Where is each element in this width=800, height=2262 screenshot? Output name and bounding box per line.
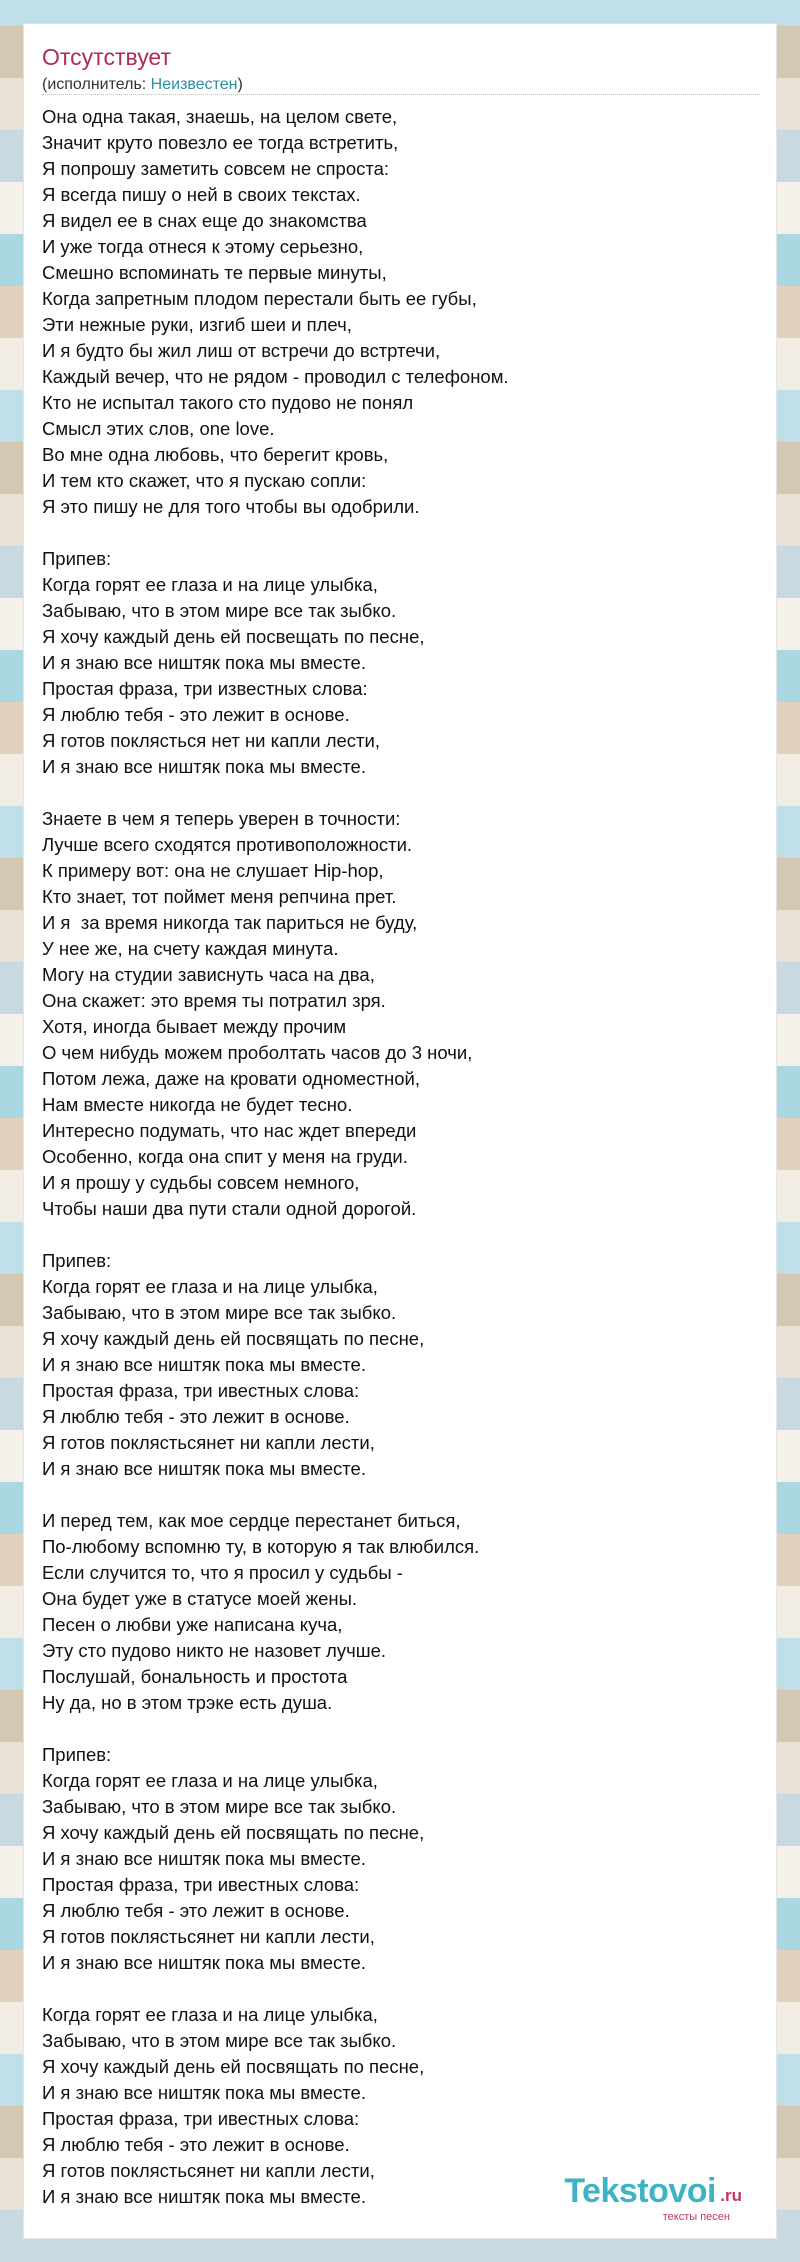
lyrics-line: И перед тем, как мое сердце перестанет биться, [42, 1510, 461, 1531]
lyrics-line: Во мне одна любовь, что берегит кровь, [42, 444, 389, 465]
lyrics-line: Я готов поклястьсянет ни капли лести, [42, 1926, 375, 1947]
lyrics-line: Простая фраза, три ивестных слова: [42, 1380, 360, 1401]
lyrics-line: Ну да, но в этом трэке есть душа. [42, 1692, 333, 1713]
lyrics-line: Чтобы наши два пути стали одной дорогой. [42, 1198, 417, 1219]
artist-line [42, 76, 243, 94]
lyrics-line: По-любому вспомню ту, в которую я так влюбился. [42, 1536, 480, 1557]
lyrics-line: Припев: [42, 1744, 112, 1765]
lyrics-line: Когда горят ее глаза и на лице улыбка, [42, 1276, 378, 1297]
lyrics-line: Когда горят ее глаза и на лице улыбка, [42, 574, 378, 595]
lyrics-line: Особенно, когда она спит у меня на груди. [42, 1146, 408, 1167]
lyrics-line: Эти нежные руки, изгиб шеи и плеч, [42, 314, 352, 335]
song-title: Отсутствует [42, 44, 171, 70]
lyrics-blank-line [42, 1482, 760, 1508]
artist-suffix: ) [237, 76, 243, 93]
lyrics-line: Забываю, что в этом мире все так зыбко. [42, 2030, 397, 2051]
lyrics-line: Нам вместе никогда не будет тесно. [42, 1094, 353, 1115]
lyrics-line: Забываю, что в этом мире все так зыбко. [42, 1302, 397, 1323]
lyrics-line: Когда горят ее глаза и на лице улыбка, [42, 2004, 378, 2025]
lyrics-line: И я за время никогда так париться не буду, [42, 912, 418, 933]
lyrics-line: Я готов поклясться нет ни капли лести, [42, 730, 380, 751]
lyrics-line: Я люблю тебя - это лежит в основе. [42, 1900, 350, 1921]
artist-link[interactable]: Неизвестен [150, 76, 238, 93]
lyrics-line: Она будет уже в статусе моей жены. [42, 1588, 358, 1609]
lyrics-line: Потом лежа, даже на кровати одноместной, [42, 1068, 420, 1089]
lyrics-line: И тем кто скажет, что я пускаю сопли: [42, 470, 367, 491]
lyrics-line: Она скажет: это время ты потратил зря. [42, 990, 386, 1011]
lyrics-line: Интересно подумать, что нас ждет впереди [42, 1120, 417, 1141]
lyrics-line: Если случится то, что я просил у судьбы - [42, 1562, 403, 1583]
lyrics-line: Забываю, что в этом мире все так зыбко. [42, 1796, 397, 1817]
lyrics-line: Значит круто повезло ее тогда встретить, [42, 132, 399, 153]
lyrics-text [42, 104, 760, 2210]
title-divider [42, 94, 760, 95]
lyrics-line: О чем нибудь можем проболтать часов до 3 ночи, [42, 1042, 473, 1063]
lyrics-line: Послушай, бональность и простота [42, 1666, 348, 1687]
lyrics-line: Я готов поклястьсянет ни капли лести, [42, 1432, 375, 1453]
lyrics-line: Припев: [42, 1250, 112, 1271]
lyrics-line: И я знаю все ништяк пока мы вместе. [42, 652, 366, 673]
lyrics-line: И я знаю все ништяк пока мы вместе. [42, 1354, 366, 1375]
lyrics-line: Я хочу каждый день ей посвящать по песне, [42, 1328, 425, 1349]
logo-tld: .ru [720, 2186, 742, 2205]
lyrics-line: Смысл этих слов, one love. [42, 418, 275, 439]
lyrics-line: Я видел ее в снах еще до знакомства [42, 210, 367, 231]
lyrics-line: Я люблю тебя - это лежит в основе. [42, 704, 350, 725]
lyrics-line: Песен о любви уже написана куча, [42, 1614, 343, 1635]
lyrics-line: Я готов поклястьсянет ни капли лести, [42, 2160, 375, 2181]
lyrics-line: Знаете в чем я теперь уверен в точности: [42, 808, 401, 829]
lyrics-line: Она одна такая, знаешь, на целом свете, [42, 106, 398, 127]
lyrics-line: И я знаю все ништяк пока мы вместе. [42, 1458, 366, 1479]
logo-wordmark: Tekstovoi [564, 2172, 716, 2210]
site-logo[interactable] [542, 2172, 742, 2222]
lyrics-line: И я знаю все ништяк пока мы вместе. [42, 2082, 366, 2103]
lyrics-line: Могу на студии зависнуть часа на два, [42, 964, 375, 985]
lyrics-blank-line [42, 1222, 760, 1248]
lyrics-line: Простая фраза, три ивестных слова: [42, 2108, 360, 2129]
lyrics-line: Когда запретным плодом перестали быть ее губы, [42, 288, 477, 309]
lyrics-line: Я хочу каждый день ей посвещать по песне, [42, 626, 425, 647]
lyrics-line: Я всегда пишу о ней в своих текстах. [42, 184, 361, 205]
lyrics-line: И я прошу у судьбы совсем немного, [42, 1172, 360, 1193]
lyrics-line: Лучше всего сходятся противоположности. [42, 834, 413, 855]
lyrics-line: Забываю, что в этом мире все так зыбко. [42, 600, 397, 621]
lyrics-line: К примеру вот: она не слушает Hip-hop, [42, 860, 384, 881]
lyrics-line: Кто знает, тот поймет меня репчина прет. [42, 886, 397, 907]
lyrics-line: И уже тогда отнеся к этому серьезно, [42, 236, 364, 257]
lyrics-line: Хотя, иногда бывает между прочим [42, 1016, 347, 1037]
lyrics-line: И я знаю все ништяк пока мы вместе. [42, 756, 366, 777]
lyrics-line: Я люблю тебя - это лежит в основе. [42, 2134, 350, 2155]
logo-tagline: тексты песен [662, 2211, 730, 2223]
lyrics-card [24, 24, 776, 2238]
lyrics-line: Кто не испытал такого сто пудово не понял [42, 392, 414, 413]
lyrics-line: Я попрошу заметить совсем не спроста: [42, 158, 390, 179]
lyrics-line: Каждый вечер, что не рядом - проводил с телефоном. [42, 366, 509, 387]
lyrics-blank-line [42, 1976, 760, 2002]
lyrics-line: И я знаю все ништяк пока мы вместе. [42, 1848, 366, 1869]
lyrics-blank-line [42, 1716, 760, 1742]
lyrics-line: Я люблю тебя - это лежит в основе. [42, 1406, 350, 1427]
lyrics-blank-line [42, 520, 760, 546]
lyrics-line: Припев: [42, 548, 112, 569]
artist-prefix: (исполнитель: [42, 76, 151, 93]
lyrics-line: И я будто бы жил лиш от встречи до встртечи, [42, 340, 441, 361]
lyrics-line: Когда горят ее глаза и на лице улыбка, [42, 1770, 378, 1791]
lyrics-blank-line [42, 780, 760, 806]
lyrics-line: Я хочу каждый день ей посвящать по песне, [42, 1822, 425, 1843]
lyrics-line: Я это пишу не для того чтобы вы одобрили. [42, 496, 420, 517]
lyrics-line: У нее же, на счету каждая минута. [42, 938, 339, 959]
lyrics-line: И я знаю все ништяк пока мы вместе. [42, 2186, 366, 2207]
lyrics-line: Эту сто пудово никто не назовет лучше. [42, 1640, 387, 1661]
lyrics-line: Я хочу каждый день ей посвящать по песне, [42, 2056, 425, 2077]
lyrics-line: Простая фраза, три известных слова: [42, 678, 368, 699]
lyrics-line: Простая фраза, три ивестных слова: [42, 1874, 360, 1895]
lyrics-line: И я знаю все ништяк пока мы вместе. [42, 1952, 366, 1973]
lyrics-line: Смешно вспоминать те первые минуты, [42, 262, 387, 283]
